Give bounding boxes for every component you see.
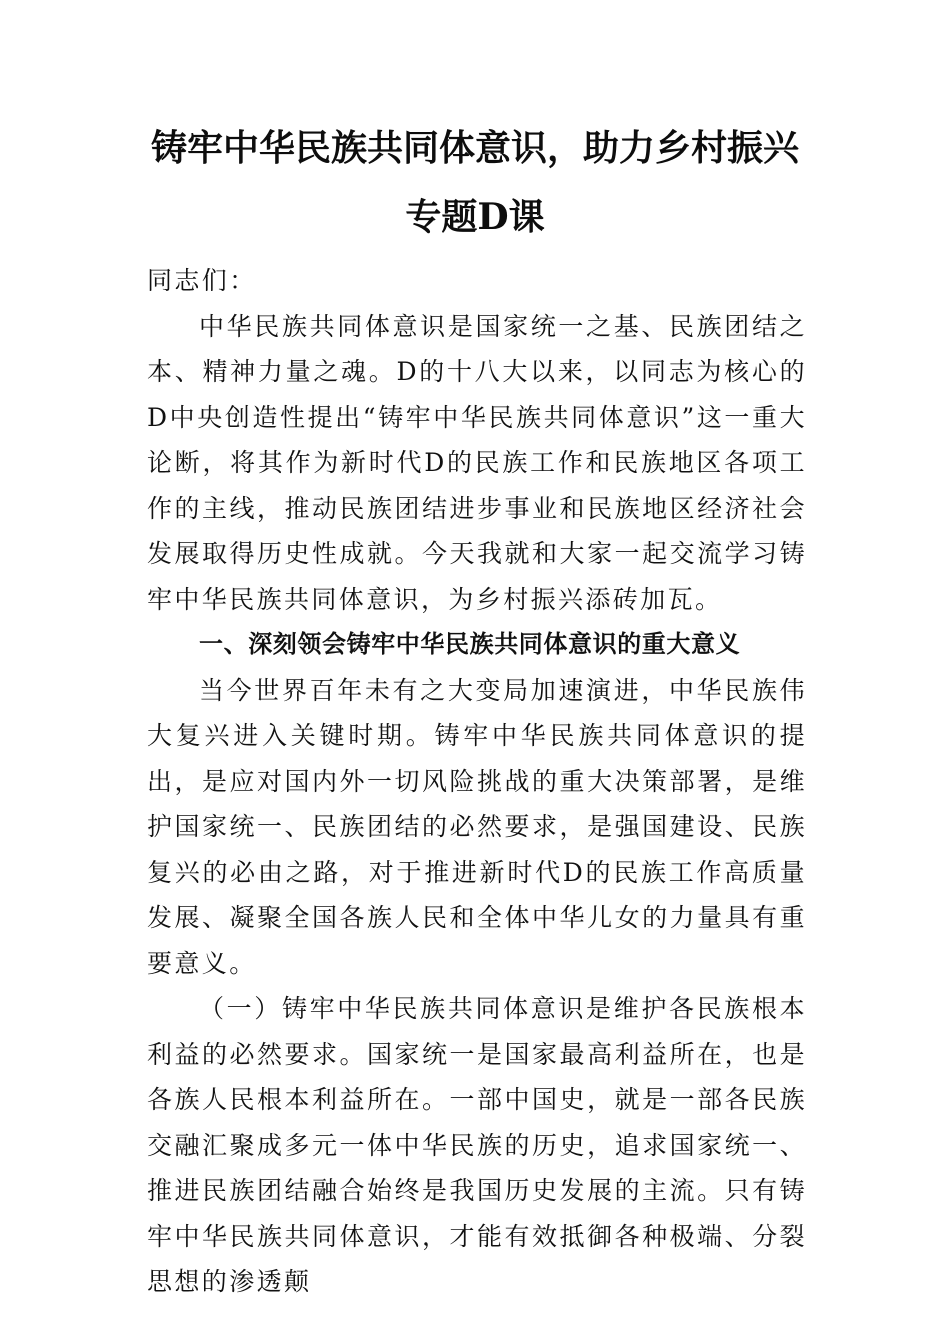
document-subtitle: 专题D课 [405,196,545,238]
salutation: 同志们： [147,266,257,295]
document-title: 铸牢中华民族共同体意识，助力乡村振兴 [150,127,799,169]
section-paragraph: 当今世界百年未有之大变局加速演进，中华民族伟大复兴进入关键时期。铸牢中华民族共同体意识的提出，是应对国内外一切风险挑战的重大决策部署，是维护国家统一、民族团结的必然要求，是强国建设、民族复兴的必由之路，对于推进新时代D的民族工作高质量发展、凝聚全国各族人民和全体中华儿女的力量具有重要意义。 [147,675,807,978]
section-heading: 一、深刻领会铸牢中华民族共同体意识的重大意义 [199,630,741,658]
document-body [147,258,807,1305]
intro-paragraph: 中华民族共同体意识是国家统一之基、民族团结之本、精神力量之魂。D的十八大以来，以同志为核心的D中央创造性提出“铸牢中华民族共同体意识”这一重大论断，将其作为新时代D的民族工作和民族地区各项工作的主线，推动民族团结进步事业和民族地区经济社会发展取得历史性成就。今天我就和大家一起交流学习铸牢中华民族共同体意识，为乡村振兴添砖加瓦。 [147,311,807,614]
subsection-paragraph: （一）铸牢中华民族共同体意识是维护各民族根本利益的必然要求。国家统一是国家最高利益所在，也是各族人民根本利益所在。一部中国史，就是一部各民族交融汇聚成多元一体中华民族的历史，追求国家统一、推进民族团结融合始终是我国历史发展的主流。只有铸牢中华民族共同体意识，才能有效抵御各种极端、分裂思想的渗透颠 [147,994,807,1296]
